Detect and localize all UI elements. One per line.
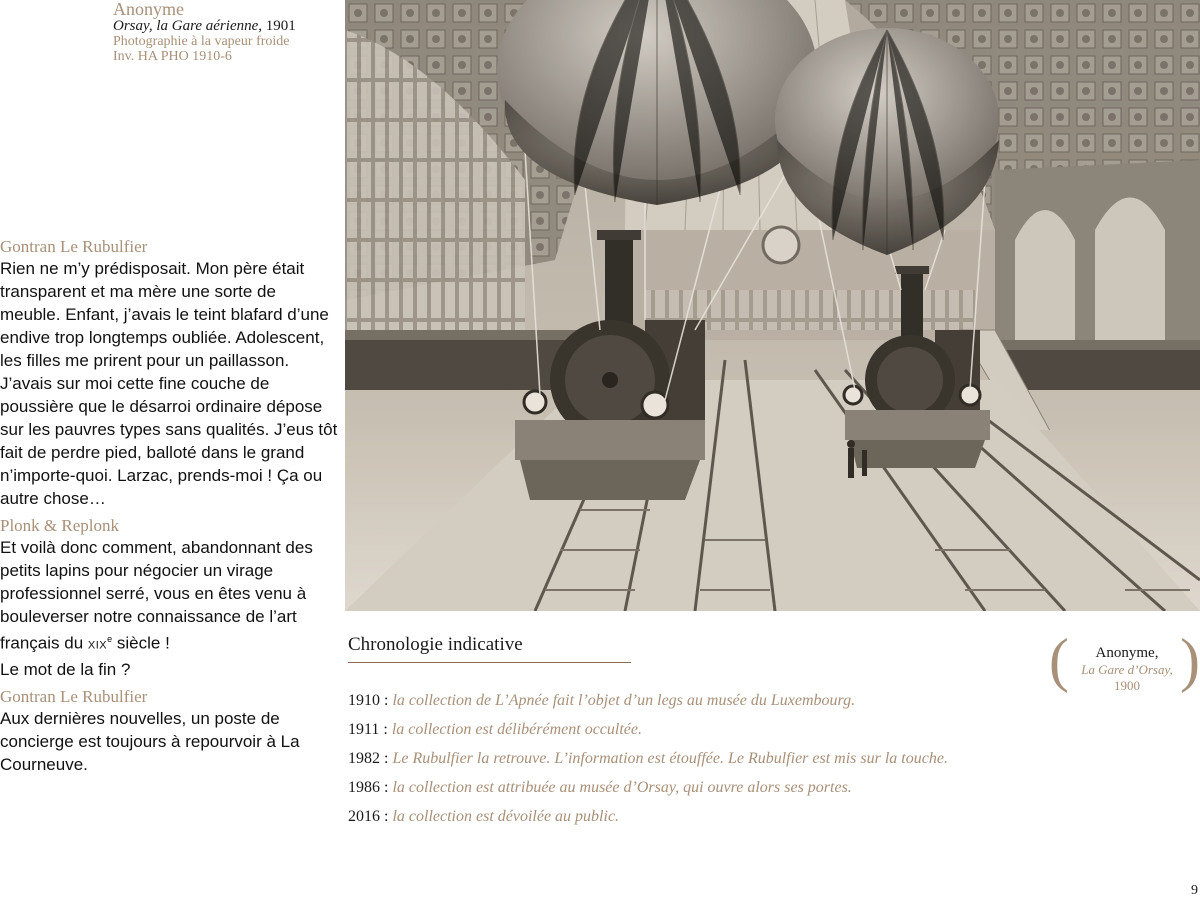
chronology-year: 1982 : (348, 750, 389, 767)
caption-title-line (113, 18, 338, 34)
caption-inventory: Inv. HA PHO 1910-6 (113, 49, 232, 64)
speech-paragraph: Rien ne m’y prédisposait. Mon père était transparent et ma mère une sorte de meuble. Enfant, j’avais le teint blafard d’une endive trop longtemps oubliée. Adolescent, les filles me prirent pour un paillasson. J’avais sur moi cette fine couche de poussière que le désarroi ordinaire dépose sur les pauvres types sans qualités. J’eus tôt fait de perdre pied, balloté dans le grand n’importe-quoi. Larzac, prends-moi ! Ça ou autre chose… (0, 259, 338, 508)
side-caption (1049, 627, 1200, 694)
speech-paragraph (0, 536, 338, 681)
chronology-item (348, 715, 948, 744)
chronology-item (348, 773, 948, 802)
chronology-event: Le Rubulfier la retrouve. L’information est étouffée. Le Rubulfier est mis sur la touche. (392, 750, 948, 767)
chronology-year: 1911 : (348, 721, 388, 738)
speaker-name: Gontran Le Rubulfier (0, 237, 148, 256)
page-number: 9 (1191, 883, 1198, 898)
photo-caption (113, 0, 338, 64)
side-caption-title: La Gare d’Orsay, (1081, 662, 1173, 677)
chronology-event: la collection est délibérément occultée. (391, 721, 642, 738)
century-suffix: e (107, 634, 113, 644)
chronology-event: la collection est attribuée au musée d’Orsay, qui ouvre alors ses portes. (392, 779, 852, 796)
speech-paragraph: Aux dernières nouvelles, un poste de concierge est toujours à repourvoir à La Courneuve. (0, 708, 300, 774)
station-photo-illustration (345, 0, 1200, 611)
caption-author: Anonyme (113, 0, 184, 19)
side-caption-text (1071, 644, 1183, 693)
chronology-item (348, 686, 948, 715)
chronology-year: 1986 : (348, 779, 389, 796)
chronology-item (348, 802, 948, 831)
chronology-year: 1910 : (348, 692, 389, 709)
century-numeral: XIX (87, 639, 108, 652)
chronology-title: Chronologie indicative (348, 634, 523, 655)
speaker-name: Plonk & Replonk (0, 516, 120, 535)
side-caption-author: Anonyme, (1095, 645, 1159, 661)
caption-technique: Photographie à la vapeur froide (113, 34, 290, 49)
speech-text: Le mot de la fin ? (0, 659, 131, 679)
speech-text: siècle ! (112, 633, 170, 653)
chronology-item (348, 744, 948, 773)
chronology-divider (348, 662, 631, 663)
left-parenthesis: ( (1049, 627, 1069, 693)
right-parenthesis: ) (1180, 627, 1200, 693)
caption-year: 1901 (262, 18, 296, 34)
chronology-event: la collection de L’Apnée fait l’objet d’un legs au musée du Luxembourg. (392, 692, 856, 709)
interview-dialogue (0, 237, 338, 776)
speech-text: Et voilà donc comment, abandonnant des petits lapins pour négocier un virage professionnel serré, vous en êtes venu à bouleverser notre connaissance de l’art français du (0, 538, 313, 653)
side-caption-year: 1900 (1114, 678, 1140, 693)
chronology-year: 2016 : (348, 808, 389, 825)
caption-title: Orsay, la Gare aérienne, (113, 18, 263, 34)
chronology-list (348, 686, 948, 831)
chronology-event: la collection est dévoilée au public. (392, 808, 620, 825)
speaker-name: Gontran Le Rubulfier (0, 686, 148, 706)
station-photograph (345, 0, 1200, 611)
